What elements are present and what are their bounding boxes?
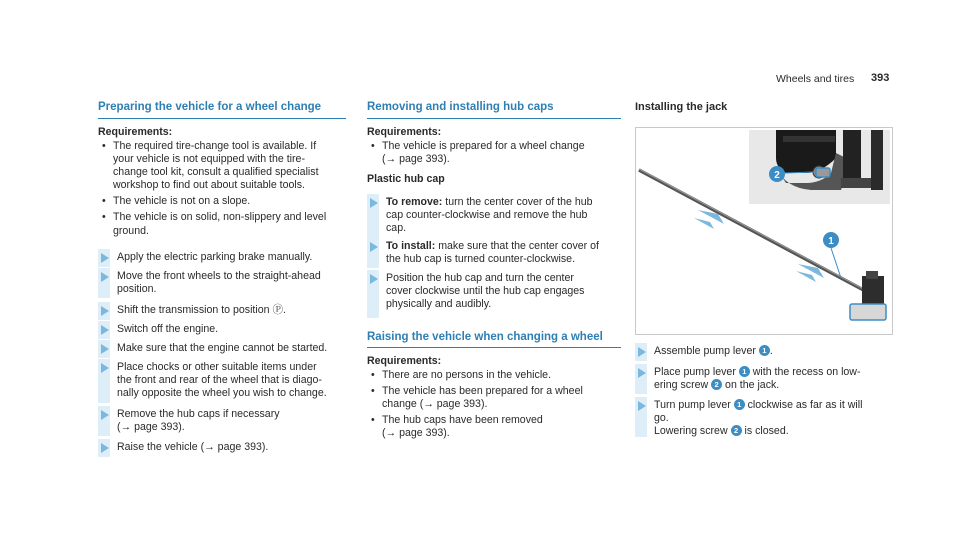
page-link[interactable]: (→ page 393).	[382, 427, 450, 439]
bullet: •	[102, 140, 106, 152]
step-text: Position the hub cap and turn the center	[386, 272, 574, 284]
step-text-part: turn the center cover of the hub	[442, 196, 593, 208]
req-line: The hub caps have been removed	[382, 414, 543, 426]
subheading-installing-jack: Installing the jack	[635, 101, 728, 113]
section-heading-raising: Raising the vehicle when changing a wheel	[367, 331, 603, 343]
step-text: Lowering screw 2 is closed.	[654, 425, 789, 437]
step-text: Place chocks or other suitable items under	[117, 361, 317, 373]
req-line: change tool kit, consult a qualified specialist	[113, 166, 319, 178]
step-label: To remove:	[386, 196, 443, 208]
step-text: Remove the hub caps if necessary	[117, 408, 280, 420]
step-text: go.	[654, 412, 669, 424]
heading-rule	[98, 118, 346, 119]
step-text: Switch off the engine.	[117, 323, 219, 335]
step-text	[386, 240, 599, 254]
req-line: There are no persons in the vehicle.	[382, 369, 552, 381]
step-text: nally opposite the wheel you wish to change.	[117, 387, 327, 399]
section-heading-preparing: Preparing the vehicle for a wheel change	[98, 101, 322, 113]
subheading-plastic-hub-cap: Plastic hub cap	[367, 173, 445, 185]
step-text: Shift the transmission to position Ⓟ.	[117, 304, 286, 316]
ref-marker-2: 2	[731, 425, 742, 436]
step-arrow-icon	[101, 443, 109, 453]
step-text: cap counter-clockwise and remove the hub	[386, 209, 588, 221]
req-line: The vehicle is not on a slope.	[113, 195, 251, 207]
step-text: cover clockwise until the hub cap engages	[386, 285, 585, 297]
step-arrow-icon	[101, 253, 109, 263]
step-arrow-icon	[638, 368, 646, 378]
jack-diagram-svg	[636, 128, 892, 334]
step-text: the front and rear of the wheel that is diago-	[117, 374, 322, 386]
step-text: Raise the vehicle (→ page 393).	[117, 441, 269, 453]
step-arrow-icon	[101, 272, 109, 282]
step-text: Move the front wheels to the straight-ahead	[117, 270, 321, 282]
ref-marker-1: 1	[739, 366, 750, 377]
heading-rule	[367, 347, 621, 348]
step-text: position.	[117, 283, 157, 295]
page-link[interactable]: change (→ page 393).	[382, 398, 488, 410]
requirements-label: Requirements:	[367, 355, 442, 367]
section-heading-hub-caps: Removing and installing hub caps	[367, 101, 554, 113]
step-arrow-icon	[101, 344, 109, 354]
req-line: workshop to find out about suitable tools.	[113, 179, 305, 191]
page-link[interactable]: (→ page 393).	[117, 421, 185, 433]
step-text: Turn pump lever 1 clockwise as far as it will	[654, 399, 863, 411]
bullet: •	[102, 211, 106, 223]
step-text: cap.	[386, 222, 407, 234]
step-text: ering screw 2 on the jack.	[654, 379, 780, 391]
step-text: Assemble pump lever 1 .	[654, 345, 773, 357]
step-text: Place pump lever 1 with the recess on low-	[654, 366, 861, 378]
ref-marker-2: 2	[711, 379, 722, 390]
step-text-part: make sure that the center cover of	[435, 240, 599, 252]
bullet: •	[371, 140, 375, 152]
step-arrow-icon	[638, 347, 646, 357]
step-text: Apply the electric parking brake manually.	[117, 251, 313, 263]
step-text: Make sure that the engine cannot be started.	[117, 342, 328, 354]
callout-2-label: 2	[774, 170, 780, 181]
step-arrow-icon	[370, 198, 378, 208]
step-arrow-icon	[370, 274, 378, 284]
bullet: •	[102, 195, 106, 207]
req-line: The vehicle is on solid, non-slippery and level	[113, 211, 327, 223]
bullet: •	[371, 385, 375, 397]
page-number: 393	[871, 72, 890, 84]
heading-rule	[367, 118, 621, 119]
step-arrow-icon	[101, 306, 109, 316]
jack-illustration	[635, 127, 893, 335]
ref-marker-1: 1	[734, 399, 745, 410]
req-line: The required tire-change tool is available. If	[113, 140, 317, 152]
req-line: ground.	[113, 225, 149, 237]
requirements-label: Requirements:	[98, 126, 173, 138]
bullet: •	[371, 369, 375, 381]
page-link[interactable]: (→ page 393).	[382, 153, 450, 165]
step-text	[386, 196, 593, 210]
req-line: The vehicle has been prepared for a wheel	[382, 385, 583, 397]
running-header-title: Wheels and tires	[776, 73, 855, 85]
step-arrow-icon	[101, 410, 109, 420]
step-arrow-icon	[101, 325, 109, 335]
step-arrow-icon	[638, 401, 646, 411]
requirements-label: Requirements:	[367, 126, 442, 138]
step-arrow-icon	[101, 363, 109, 373]
req-line: your vehicle is not equipped with the tire-	[113, 153, 305, 165]
step-text: physically and audibly.	[386, 298, 492, 310]
callout-1-label: 1	[828, 236, 834, 247]
req-line: The vehicle is prepared for a wheel change	[382, 140, 585, 152]
step-label: To install:	[386, 240, 436, 252]
step-arrow-icon	[370, 242, 378, 252]
ref-marker-1: 1	[759, 345, 770, 356]
step-text: the hub cap is turned counter-clockwise.	[386, 253, 576, 265]
bullet: •	[371, 414, 375, 426]
